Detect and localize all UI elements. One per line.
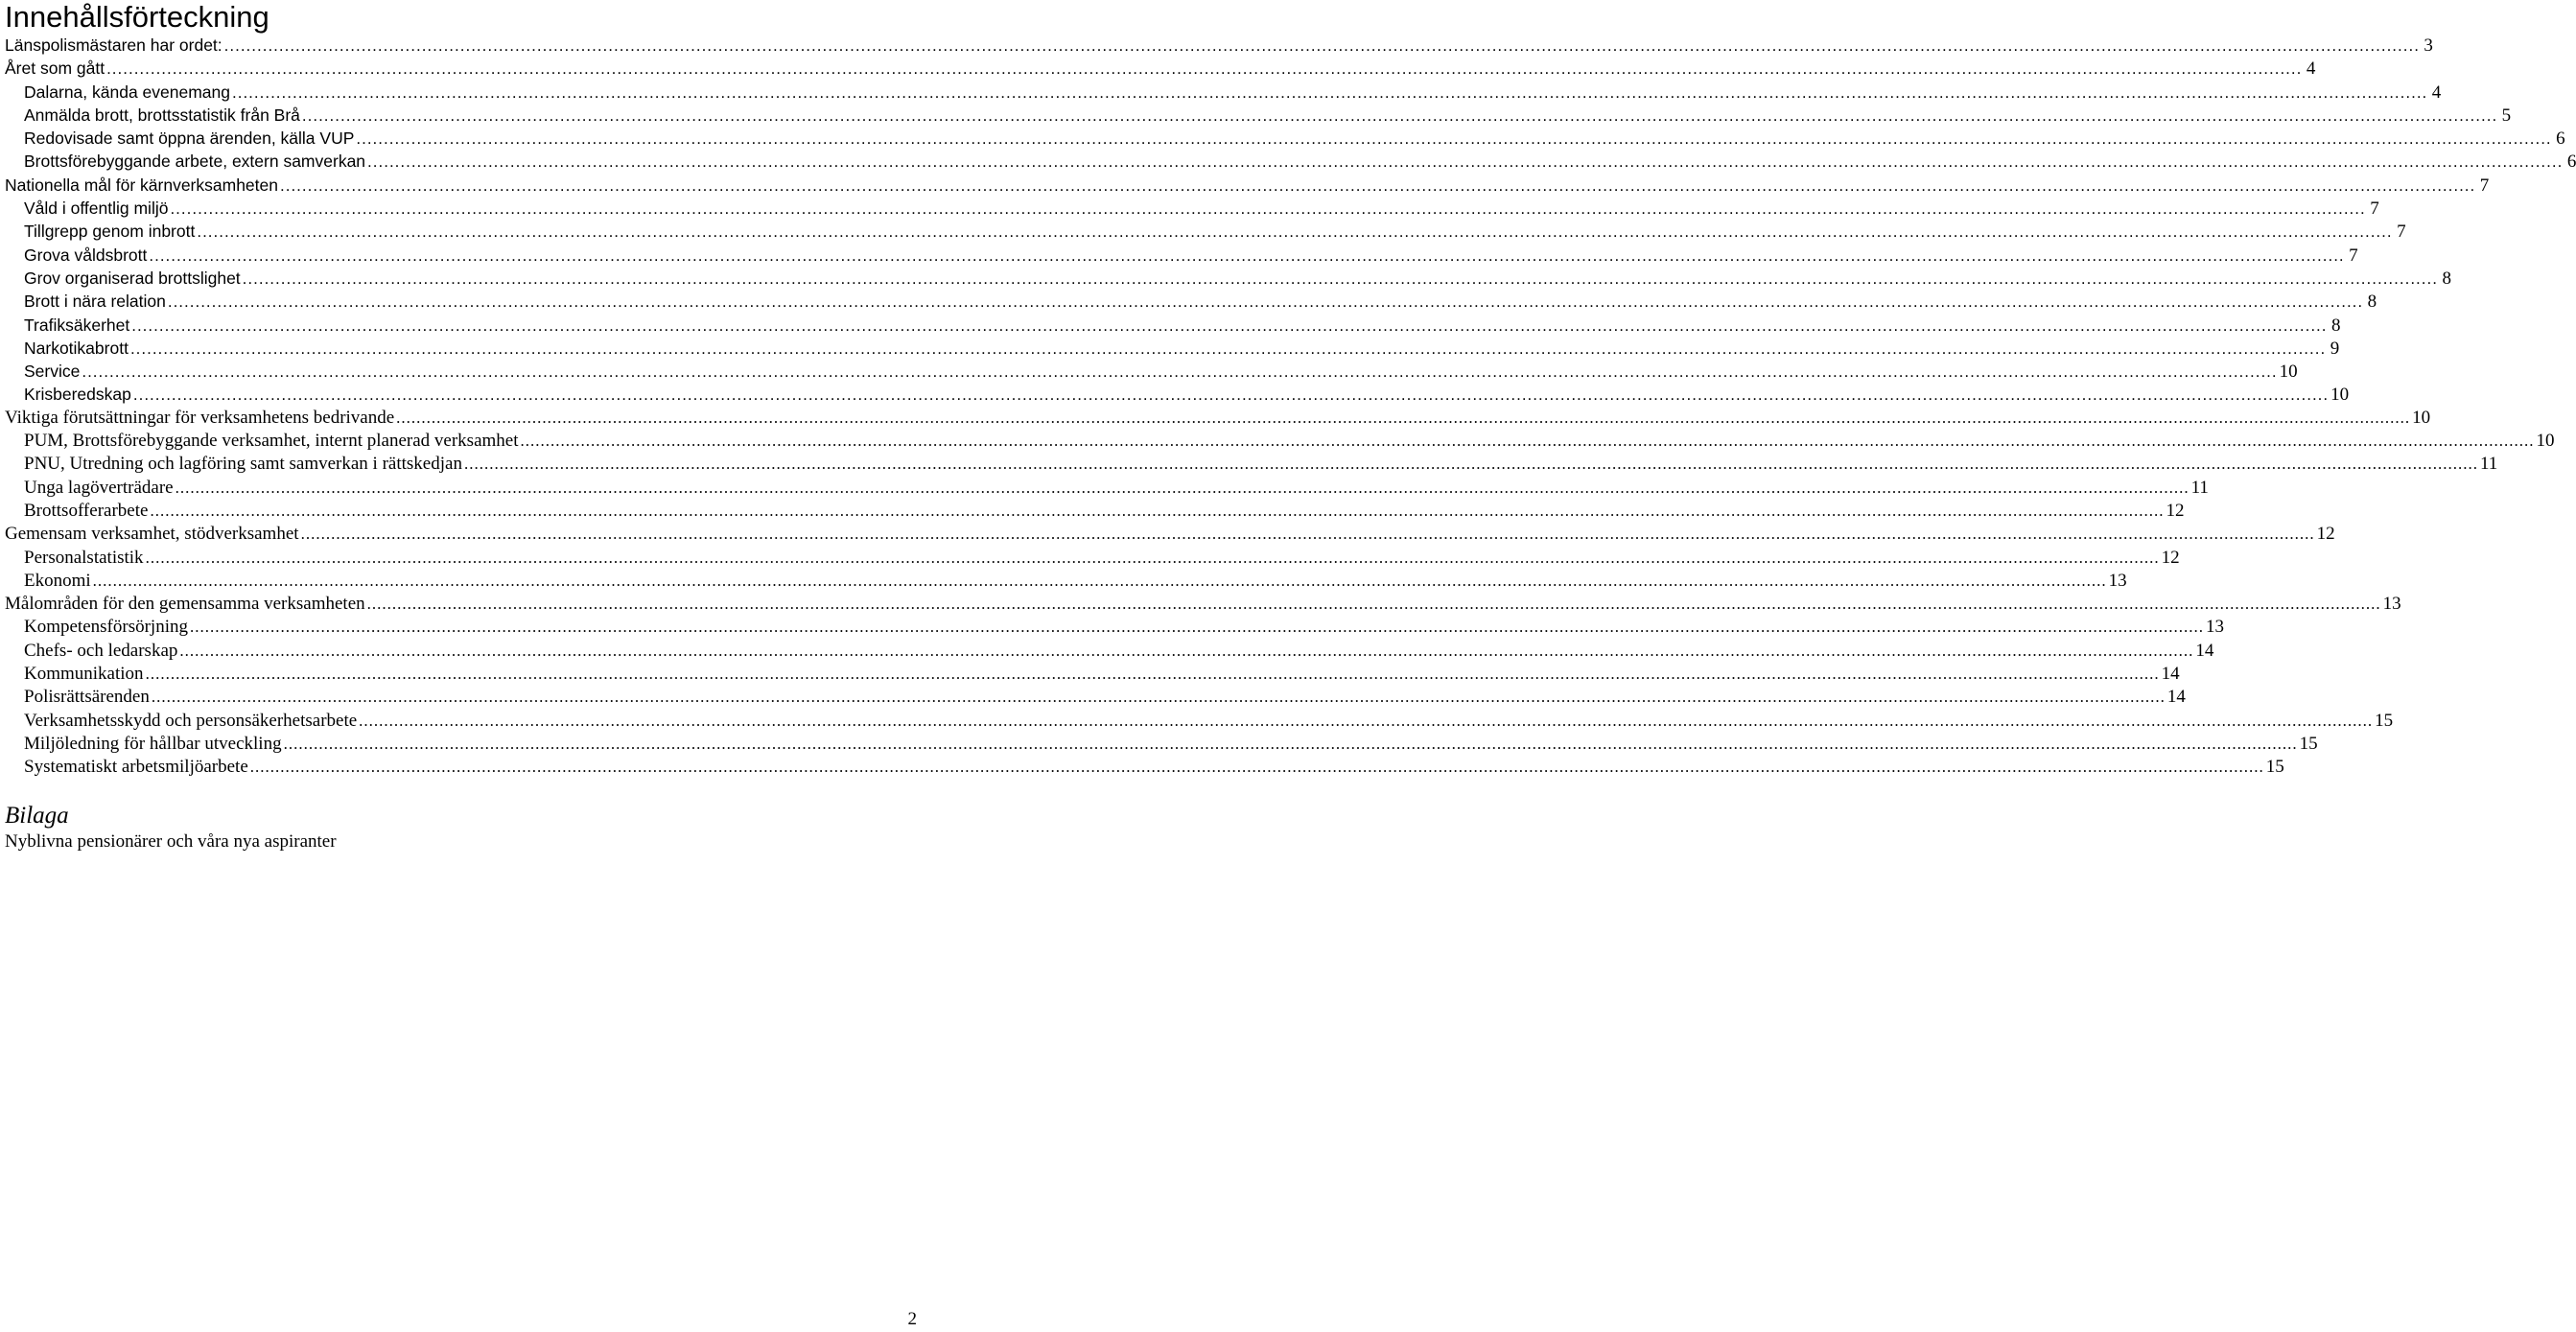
toc-dot-leader: ................................................................................................................................................................................................................................................................................................................................................................................................................	[179, 641, 2194, 660]
toc-entry-label: Våld i offentlig miljö	[24, 199, 169, 219]
toc-entry-page-number: 9	[2330, 338, 2340, 359]
toc-entry-label: Ekonomi	[24, 570, 91, 591]
toc-entry-label: Redovisade samt öppna ärenden, källa VUP	[24, 129, 355, 149]
toc-entry-page-number: 4	[2431, 82, 2442, 103]
toc-entry-page-number: 13	[2108, 570, 2127, 591]
toc-dot-leader: ................................................................................................................................................................................................................................................................................................................................................................................................................	[170, 199, 2366, 219]
toc-entry[interactable]	[5, 244, 2358, 267]
toc-entry-label: Chefs- och ledarskap	[24, 640, 178, 661]
toc-entry-label: Grov organiserad brottslighet	[24, 268, 241, 288]
toc-entry-label: Kommunikation	[24, 664, 144, 685]
toc-entry-page-number: 14	[2161, 664, 2180, 685]
toc-entry[interactable]	[5, 570, 2127, 593]
toc-entry-label: Länspolismästaren har ordet:	[5, 35, 222, 55]
toc-entry-label: Narkotikabrott	[24, 338, 129, 358]
toc-dot-leader: ................................................................................................................................................................................................................................................................................................................................................................................................................	[520, 432, 2535, 451]
toc-entry-label: Service	[24, 362, 81, 382]
toc-entry[interactable]	[5, 616, 2224, 639]
toc-entry[interactable]	[5, 220, 2406, 243]
toc-dot-leader: ................................................................................................................................................................................................................................................................................................................................................................................................................	[356, 129, 2552, 149]
toc-entry-label: Verksamhetsskydd och personsäkerhetsarbete	[24, 710, 358, 731]
toc-entry-page-number: 10	[2536, 431, 2555, 452]
toc-dot-leader: ................................................................................................................................................................................................................................................................................................................................................................................................................	[150, 501, 2165, 520]
toc-entry[interactable]	[5, 407, 2431, 430]
table-of-contents	[5, 34, 2576, 780]
toc-entry[interactable]	[5, 733, 2318, 756]
toc-dot-leader: ................................................................................................................................................................................................................................................................................................................................................................................................................	[131, 315, 2328, 335]
toc-entry[interactable]	[5, 314, 2341, 337]
toc-entry[interactable]	[5, 290, 2377, 313]
toc-entry-page-number: 10	[2412, 407, 2431, 428]
toc-dot-leader: ................................................................................................................................................................................................................................................................................................................................................................................................................	[242, 269, 2438, 288]
toc-entry[interactable]	[5, 663, 2180, 686]
toc-dot-leader: ................................................................................................................................................................................................................................................................................................................................................................................................................	[82, 362, 2278, 382]
toc-entry[interactable]	[5, 523, 2335, 546]
toc-entry[interactable]	[5, 267, 2451, 290]
toc-entry-page-number: 8	[2442, 268, 2451, 289]
toc-dot-leader: ................................................................................................................................................................................................................................................................................................................................................................................................................	[463, 455, 2478, 474]
toc-entry-page-number: 8	[2367, 292, 2377, 313]
toc-entry[interactable]	[5, 430, 2555, 453]
toc-entry-label: Gemensam verksamhet, stödverksamhet	[5, 524, 299, 545]
toc-dot-leader: ................................................................................................................................................................................................................................................................................................................................................................................................................	[396, 408, 2411, 427]
toc-entry-label: Kompetensförsörjning	[24, 617, 188, 638]
toc-entry-label: Systematiskt arbetsmiljöarbete	[24, 757, 248, 778]
toc-dot-leader: ................................................................................................................................................................................................................................................................................................................................................................................................................	[175, 478, 2190, 497]
toc-entry-page-number: 15	[2265, 757, 2284, 778]
page-number: 2	[907, 1309, 917, 1329]
toc-entry[interactable]	[5, 57, 2316, 80]
toc-entry[interactable]	[5, 547, 2180, 570]
toc-dot-leader: ................................................................................................................................................................................................................................................................................................................................................................................................................	[145, 665, 2160, 684]
toc-dot-leader: ................................................................................................................................................................................................................................................................................................................................................................................................................	[283, 734, 2298, 753]
toc-entry[interactable]	[5, 197, 2379, 220]
toc-dot-leader: ................................................................................................................................................................................................................................................................................................................................................................................................................	[197, 222, 2393, 242]
toc-entry-page-number: 10	[2279, 362, 2298, 383]
toc-entry[interactable]	[5, 500, 2185, 523]
toc-entry-label: Anmälda brott, brottsstatistik från Brå	[24, 105, 300, 125]
toc-entry-page-number: 15	[2299, 733, 2318, 754]
toc-entry[interactable]	[5, 337, 2340, 360]
toc-entry-label: Brott i nära relation	[24, 292, 166, 312]
toc-dot-leader: ................................................................................................................................................................................................................................................................................................................................................................................................................	[300, 525, 2315, 544]
toc-entry-page-number: 11	[2479, 454, 2498, 475]
toc-entry-page-number: 7	[2370, 199, 2379, 220]
toc-entry[interactable]	[5, 360, 2298, 383]
toc-entry-page-number: 15	[2375, 710, 2394, 731]
toc-entry-page-number: 12	[2316, 524, 2335, 545]
toc-entry-page-number: 7	[2349, 245, 2358, 266]
toc-entry-label: Dalarna, kända evenemang	[24, 82, 231, 102]
toc-entry-label: Viktiga förutsättningar för verksamhetens bedrivande	[5, 407, 395, 428]
toc-dot-leader: ................................................................................................................................................................................................................................................................................................................................................................................................................	[280, 175, 2476, 195]
appendix-heading: Bilaga	[5, 803, 69, 829]
toc-entry-label: Grova våldsbrott	[24, 245, 148, 265]
toc-entry[interactable]	[5, 710, 2394, 733]
appendix-text: Nyblivna pensionärer och våra nya aspiranter	[5, 831, 337, 852]
toc-entry-label: Polisrättsärenden	[24, 687, 150, 708]
toc-entry-page-number: 6	[2556, 129, 2565, 150]
toc-entry-page-number: 10	[2330, 385, 2350, 406]
toc-entry[interactable]	[5, 593, 2401, 616]
toc-entry-page-number: 8	[2331, 315, 2341, 336]
toc-entry-label: PUM, Brottsförebyggande verksamhet, internt planerad verksamhet	[24, 431, 519, 452]
toc-entry-label: Unga lagöverträdare	[24, 477, 174, 498]
toc-dot-leader: ................................................................................................................................................................................................................................................................................................................................................................................................................	[301, 105, 2498, 125]
toc-dot-leader: ................................................................................................................................................................................................................................................................................................................................................................................................................	[145, 548, 2160, 567]
toc-entry-label: Miljöledning för hållbar utveckling	[24, 733, 282, 754]
toc-entry-page-number: 11	[2190, 477, 2209, 498]
toc-dot-leader: ................................................................................................................................................................................................................................................................................................................................................................................................................	[149, 245, 2345, 265]
toc-entry[interactable]	[5, 34, 2433, 57]
toc-entry[interactable]	[5, 756, 2284, 779]
toc-entry-page-number: 12	[2161, 547, 2180, 568]
toc-entry[interactable]	[5, 81, 2442, 104]
toc-dot-leader: ................................................................................................................................................................................................................................................................................................................................................................................................................	[232, 82, 2428, 102]
toc-entry-label: Brottsofferarbete	[24, 500, 149, 521]
toc-entry[interactable]	[5, 174, 2490, 197]
toc-entry-page-number: 6	[2566, 152, 2576, 173]
toc-entry-page-number: 4	[2306, 58, 2316, 80]
toc-entry-label: Året som gått	[5, 58, 105, 79]
toc-entry-page-number: 7	[2479, 175, 2490, 196]
toc-dot-leader: ................................................................................................................................................................................................................................................................................................................................................................................................................	[167, 292, 2364, 312]
toc-entry[interactable]	[5, 686, 2186, 709]
toc-entry-label: Tillgrepp genom inbrott	[24, 222, 196, 242]
toc-dot-leader: ................................................................................................................................................................................................................................................................................................................................................................................................................	[359, 711, 2374, 730]
toc-entry-page-number: 13	[2382, 594, 2401, 615]
toc-entry[interactable]	[5, 104, 2512, 127]
toc-dot-leader: ................................................................................................................................................................................................................................................................................................................................................................................................................	[106, 59, 2303, 79]
toc-entry-label: Personalstatistik	[24, 547, 144, 568]
toc-entry-label: Krisberedskap	[24, 385, 131, 405]
toc-entry-label: Brottsförebyggande arbete, extern samverkan	[24, 152, 366, 172]
toc-dot-leader: ................................................................................................................................................................................................................................................................................................................................................................................................................	[366, 595, 2381, 614]
toc-entry-page-number: 7	[2397, 222, 2406, 243]
toc-entry[interactable]	[5, 383, 2350, 406]
toc-entry-page-number: 3	[2424, 35, 2433, 56]
toc-entry[interactable]	[5, 477, 2209, 500]
toc-entry-page-number: 13	[2205, 617, 2224, 638]
toc-entry-label: Nationella mål för kärnverksamheten	[5, 175, 278, 195]
toc-dot-leader: ................................................................................................................................................................................................................................................................................................................................................................................................................	[129, 339, 2327, 358]
toc-entry-page-number: 14	[2166, 687, 2186, 708]
toc-dot-leader: ................................................................................................................................................................................................................................................................................................................................................................................................................	[189, 618, 2204, 637]
toc-entry-page-number: 5	[2501, 105, 2512, 126]
toc-dot-leader: ................................................................................................................................................................................................................................................................................................................................................................................................................	[367, 152, 2564, 172]
toc-entry-page-number: 12	[2166, 500, 2185, 521]
toc-dot-leader: ................................................................................................................................................................................................................................................................................................................................................................................................................	[249, 758, 2264, 777]
page-title: Innehållsförteckning	[5, 0, 269, 34]
toc-entry-label: Trafiksäkerhet	[24, 315, 130, 335]
toc-dot-leader: ................................................................................................................................................................................................................................................................................................................................................................................................................	[151, 688, 2166, 707]
toc-entry-label: PNU, Utredning och lagföring samt samverkan i rättskedjan	[24, 454, 462, 475]
toc-entry-page-number: 14	[2195, 640, 2214, 661]
toc-entry[interactable]	[5, 640, 2214, 663]
toc-dot-leader: ................................................................................................................................................................................................................................................................................................................................................................................................................	[223, 36, 2420, 55]
toc-entry[interactable]	[5, 453, 2498, 476]
toc-entry-label: Målområden för den gemensamma verksamheten	[5, 594, 365, 615]
toc-entry[interactable]	[5, 150, 2576, 173]
toc-dot-leader: ................................................................................................................................................................................................................................................................................................................................................................................................................	[132, 386, 2330, 405]
toc-entry[interactable]	[5, 127, 2565, 150]
toc-dot-leader: ................................................................................................................................................................................................................................................................................................................................................................................................................	[92, 571, 2107, 590]
